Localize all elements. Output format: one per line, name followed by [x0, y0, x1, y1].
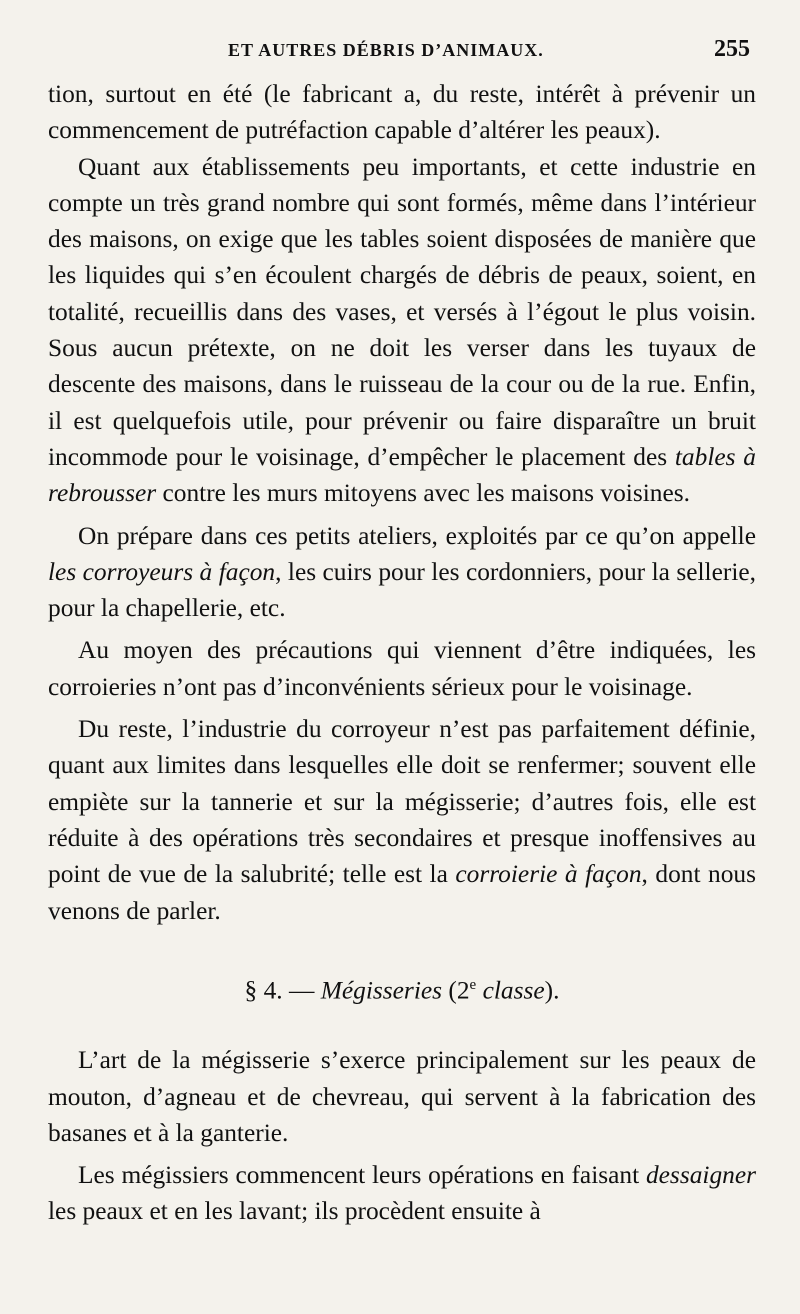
paragraph-text: L’art de la mégisserie s’exerce principalement sur les peaux de mouton, d’agneau et de chevreau, qui servent à la fabrication des basanes et à la ganterie. — [48, 1046, 756, 1147]
body-text-after-heading — [48, 1042, 756, 1229]
italic-term: corroierie à façon — [455, 860, 642, 889]
section-class-sup: e — [469, 976, 477, 993]
paragraph-megissiers — [48, 1157, 756, 1230]
running-title: ET AUTRES DÉBRIS D’ANIMAUX. — [228, 40, 544, 60]
italic-term: dessaigner — [645, 1161, 756, 1190]
section-symbol: § 4. — — [244, 976, 315, 1005]
italic-term: tables à rebrousser — [48, 442, 756, 508]
paragraph-text: tion, surtout en été (le fabricant a, du reste, intérêt à prévenir un commencement de putréfaction capable d’altérer les peaux). — [48, 80, 756, 145]
section-class-close: ). — [544, 976, 560, 1005]
paragraph-text: Quant aux établissements peu importants, et cette industrie en compte un très grand nombre qui sont formés, même dans l’intérieur des maisons, on exige que les tables soient disposées de manière que les liquides qui s’en écoulent chargés de débris de peaux, soient, en totalité, recueillis dans des vases, et versés à l’égout le plus voisin. Sous aucun prétexte, on ne doit les verser dans les tuyaux de descente des maisons, dans le ruisseau de la cour ou de la rue. Enfin, il est quelquefois utile, pour prévenir ou faire disparaître un bruit incommode pour le voisinage, d’empêcher le placement des — [48, 152, 756, 471]
paragraph-text: , les cuirs pour les cordonniers, pour la sellerie, pour la chapellerie, etc. — [48, 557, 756, 623]
paragraph-currier-industry — [48, 711, 756, 929]
paragraph-text: Du reste, l’industrie du corroyeur n’est pas parfaitement définie, quant aux limites dans lesquelles elle doit se renfermer; souvent elle empiète sur la tannerie et sur la mégisserie; d’autres fois, elle est réduite à des opérations très secondaires et presque inoffensives au point de vue de la salubrité; telle est la — [48, 715, 756, 889]
paragraph-text: , dont nous venons de parler. — [48, 860, 757, 925]
section-heading — [48, 967, 756, 1008]
section-class-label: classe — [482, 976, 545, 1005]
section-title: Mégisseries — [320, 976, 443, 1005]
paragraph-precautions — [48, 632, 756, 705]
body-text — [48, 76, 756, 929]
paragraph-continuation — [48, 76, 756, 149]
italic-term: les corroyeurs à façon — [48, 557, 276, 586]
paragraph-text: les peaux et en les lavant; ils procèdent ensuite à — [48, 1197, 541, 1226]
page-number: 255 — [714, 36, 750, 62]
paragraph-text: contre les murs mitoyens avec les maisons voisines. — [156, 479, 690, 508]
paragraph-text: On prépare dans ces petits ateliers, exploités par ce qu’on appelle — [78, 521, 756, 550]
paragraph-text: Au moyen des précautions qui viennent d’être indiquées, les corroieries n’ont pas d’inconvénients sérieux pour le voisinage. — [48, 636, 756, 701]
section-class-open: (2 — [448, 976, 470, 1005]
running-head — [48, 36, 756, 76]
paragraph-text: Les mégissiers commencent leurs opérations en faisant — [78, 1161, 646, 1190]
paragraph-small-workshops — [48, 518, 756, 627]
paragraph-megisserie-art — [48, 1042, 756, 1151]
paragraph-small-establishments — [48, 149, 756, 512]
